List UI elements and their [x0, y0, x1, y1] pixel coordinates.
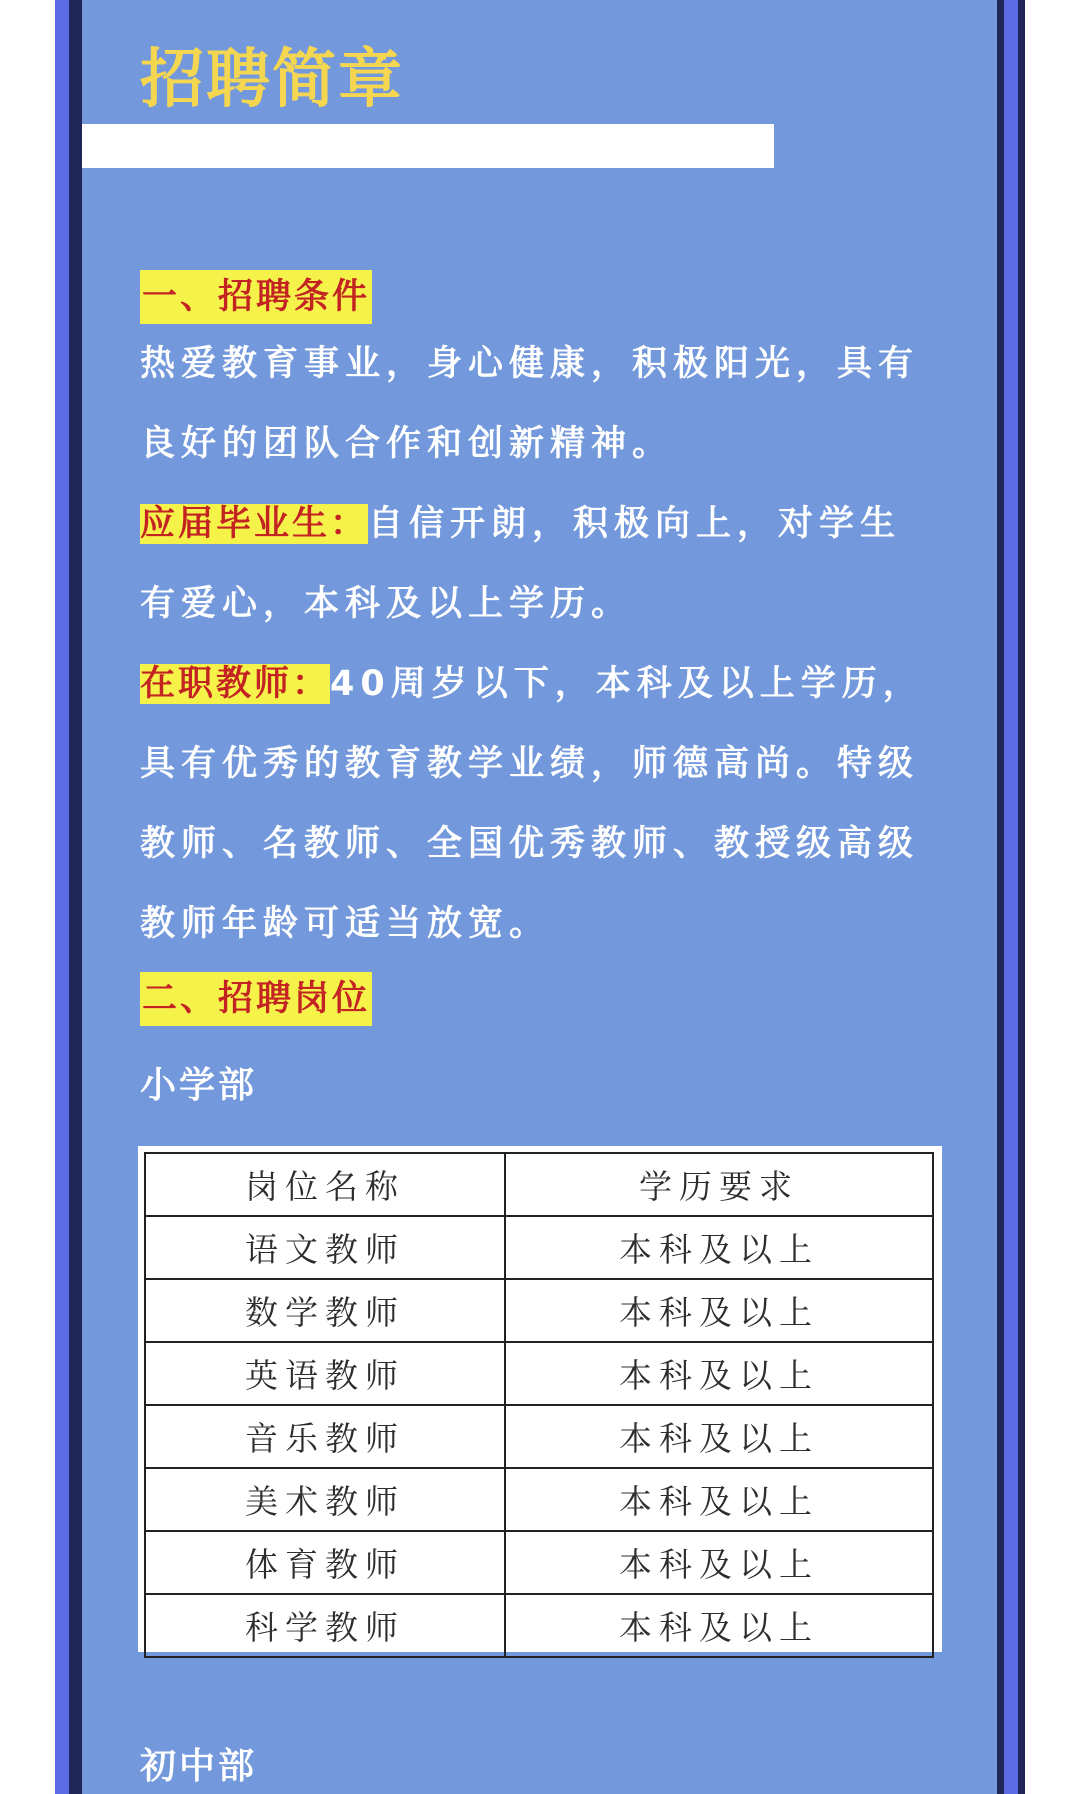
graduates-paragraph [140, 484, 940, 644]
education-cell: 本科及以上 [505, 1531, 933, 1594]
positions-table [144, 1152, 934, 1658]
graduates-label: 应届毕业生： [140, 504, 369, 544]
position-cell: 科学教师 [145, 1594, 505, 1657]
education-cell: 本科及以上 [505, 1279, 933, 1342]
position-cell: 语文教师 [145, 1216, 505, 1279]
header-position: 岗位名称 [145, 1153, 505, 1216]
title-underline-bar [82, 124, 774, 168]
frame-edge-right [1004, 0, 1018, 1794]
table-row [145, 1216, 933, 1279]
education-cell: 本科及以上 [505, 1468, 933, 1531]
table-header-row [145, 1153, 933, 1216]
frame-edge-left [55, 0, 69, 1794]
position-cell: 美术教师 [145, 1468, 505, 1531]
header-education: 学历要求 [505, 1153, 933, 1216]
section-heading-conditions: 一、招聘条件 [140, 270, 372, 324]
education-cell: 本科及以上 [505, 1594, 933, 1657]
position-cell: 音乐教师 [145, 1405, 505, 1468]
teachers-label: 在职教师： [140, 664, 331, 704]
teachers-text: 40周岁以下，本科及以上学历，具有优秀的教育教学业绩，师德高尚。特级教师、名教师、全国优秀教师、教授级高级教师年龄可适当放宽。 [140, 664, 924, 944]
recruitment-content [140, 270, 940, 1126]
education-cell: 本科及以上 [505, 1405, 933, 1468]
conditions-intro: 热爱教育事业，身心健康，积极阳光，具有良好的团队合作和创新精神。 [140, 344, 920, 464]
junior-school-label: 初中部 [140, 1746, 258, 1787]
teachers-paragraph [140, 644, 940, 964]
table-row [145, 1342, 933, 1405]
page-title: 招聘简章 [140, 43, 404, 117]
section-heading-positions: 二、招聘岗位 [140, 972, 372, 1026]
positions-table-container [138, 1146, 942, 1652]
position-cell: 数学教师 [145, 1279, 505, 1342]
table-row [145, 1531, 933, 1594]
education-cell: 本科及以上 [505, 1216, 933, 1279]
table-row [145, 1594, 933, 1657]
education-cell: 本科及以上 [505, 1342, 933, 1405]
table-row [145, 1405, 933, 1468]
table-row [145, 1468, 933, 1531]
position-cell: 英语教师 [145, 1342, 505, 1405]
graduates-text: 自信开朗，积极向上，对学生有爱心，本科及以上学历。 [140, 504, 902, 624]
primary-school-label: 小学部 [140, 1065, 258, 1106]
position-cell: 体育教师 [145, 1531, 505, 1594]
table-row [145, 1279, 933, 1342]
